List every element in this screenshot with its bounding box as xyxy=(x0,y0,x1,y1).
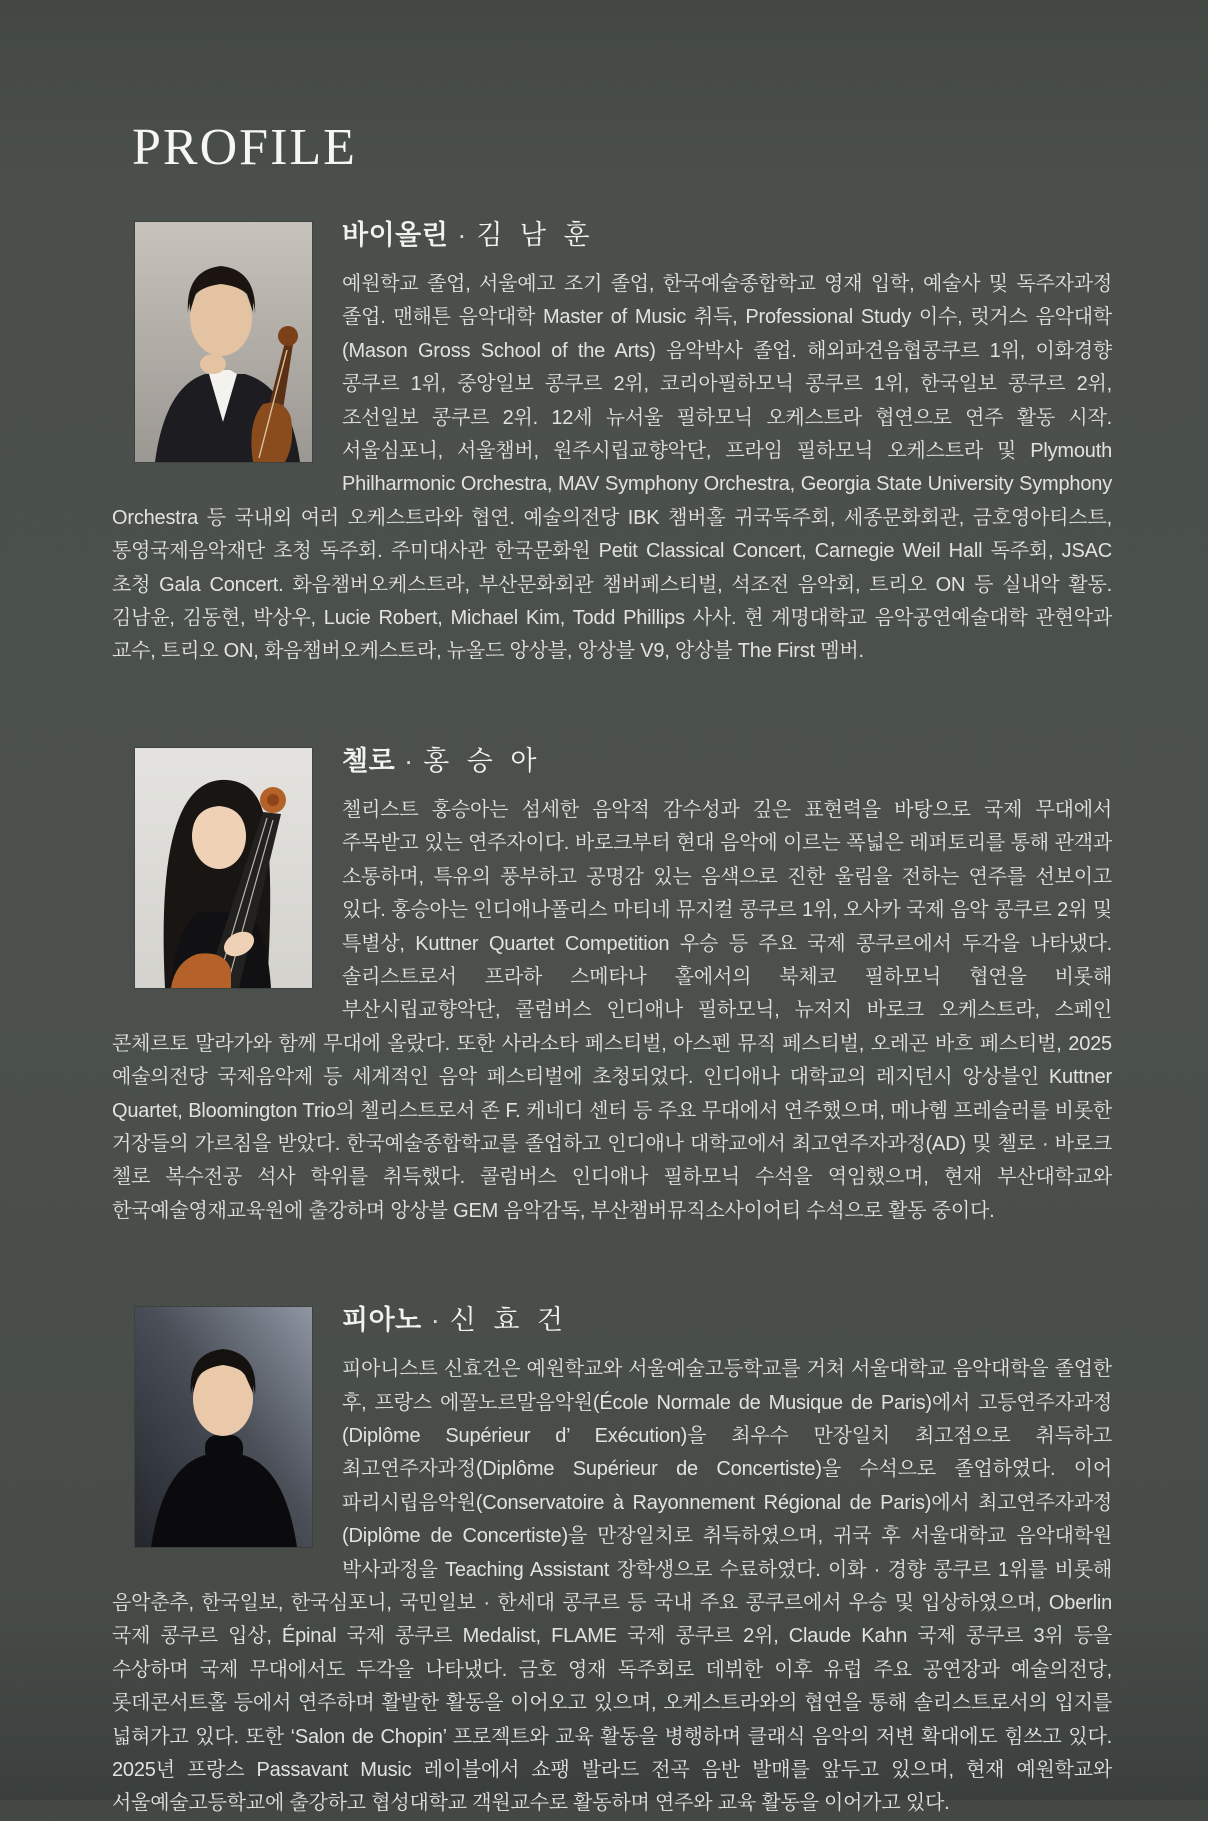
profile-section-cello xyxy=(112,745,1112,1228)
profile-section-violin xyxy=(112,219,1112,669)
instrument-label: 첼로 xyxy=(342,745,396,776)
bio-text-cello: 첼리스트 홍승아는 섬세한 음악적 감수성과 깊은 표현력을 바탕으로 국제 무대에서 주목받고 있는 연주자이다. 바로크부터 현대 음악에 이르는 폭넓은 레퍼토리를 통해 관객과 소통하며, 특유의 풍부하고 공명감 있는 음색으로 진한 울림을 전하는 연주를 선보이고 있다. 홍승아는 인디애나폴리스 마티네 뮤지컬 콩쿠르 1위, 오사카 국제 음악 콩쿠르 2위 및 특별상, Kuttner Quartet Competition 우승 등 주요 국제 콩쿠르에서 두각을 나타냈다. 솔리스트로서 프라하 스메타나 홀에서의 북체코 필하모닉 협연을 비롯해 부산시립교향악단, 콜럼버스 인디애나 필하모닉, 뉴저지 바로크 오케스트라, 스페인 콘체르토 말라가와 함께 무대에 올랐다. 또한 사라소타 페스티벌, 아스펜 뮤직 페스티벌, 오레곤 바흐 페스티벌, 2025 예술의전당 국제음악제 등 세계적인 음악 페스티벌에 초청되었다. 인디애나 대학교의 레지던시 앙상블인 Kuttner Quartet, Bloomington Trio의 첼리스트로서 존 F. 케네디 센터 등 주요 무대에서 연주했으며, 메나헴 프레슬러를 비롯한 거장들의 가르침을 받았다. 한국예술종합학교를 졸업하고 인디애나 대학교에서 최고연주자과정(AD) 및 첼로 · 바로크 첼로 복수전공 석사 학위를 취득했다. 콜럼버스 인디애나 필하모닉 수석을 역임했으며, 현재 부산대학교와 한국예술영재교육원에 출강하며 앙상블 GEM 음악감독, 부산챔버뮤직소사이어티 수석으로 활동 중이다. xyxy=(112,798,1112,1222)
profile-section-piano xyxy=(112,1304,1112,1821)
heading-separator-dot: · xyxy=(457,220,468,250)
cellist-photo xyxy=(135,748,312,988)
violinist-portrait-illustration xyxy=(135,222,312,462)
instrument-label: 바이올린 xyxy=(342,220,449,250)
musician-name: 홍 승 아 xyxy=(423,745,542,776)
musician-name: 김 남 훈 xyxy=(476,220,595,250)
page-title: PROFILE xyxy=(132,119,357,176)
musician-name: 신 효 건 xyxy=(449,1305,568,1336)
instrument-label: 피아노 xyxy=(342,1305,422,1336)
bio-text-violin: 예원학교 졸업, 서울예고 조기 졸업, 한국예술종합학교 영재 입학, 예술사 및 독주자과정 졸업. 맨해튼 음악대학 Master of Music 취득, Professional Study 이수, 럿거스 음악대학(Mason Gross School of the Arts) 음악박사 졸업. 해외파견음협콩쿠르 1위, 이화경향 콩쿠르 1위, 중앙일보 콩쿠르 2위, 코리아필하모닉 콩쿠르 1위, 한국일보 콩쿠르 2위, 조선일보 콩쿠르 2위. 12세 뉴서울 필하모닉 오케스트라 협연으로 연주 활동 시작. 서울심포니, 서울챔버, 원주시립교향악단, 프라임 필하모닉 오케스트라 및 Plymouth Philharmonic Orchestra, MAV Symphony Orchestra, Georgia State University Symphony Orchestra 등 국내외 여러 오케스트라와 협연. 예술의전당 IBK 챔버홀 귀국독주회, 세종문화회관, 금호영아티스트, 통영국제음악재단 초청 독주회. 주미대사관 한국문화원 Petit Classical Concert, Carnegie Weil Hall 독주회, JSAC 초청 Gala Concert. 화음챔버오케스트라, 부산문화회관 챔버페스티벌, 석조전 음악회, 트리오 ON 등 실내악 활동. 김남윤, 김동현, 박상우, Lucie Robert, Michael Kim, Todd Phillips 사사. 현 계명대학교 음악공연예술대학 관현악과 교수, 트리오 ON, 화음챔버오케스트라, 뉴올드 앙상블, 앙상블 V9, 앙상블 The First 멤버. xyxy=(112,273,1112,663)
violinist-photo xyxy=(135,222,312,462)
heading-separator-dot: · xyxy=(404,745,415,776)
cellist-portrait-illustration xyxy=(135,748,312,988)
pianist-photo xyxy=(135,1307,312,1547)
heading-separator-dot: · xyxy=(430,1305,441,1336)
bio-text-piano: 피아니스트 신효건은 예원학교와 서울예술고등학교를 거쳐 서울대학교 음악대학을 졸업한 후, 프랑스 에꼴노르말음악원(École Normale de Musique de Paris)에서 고등연주자과정(Diplôme Supérieur d’ Exécution)을 최우수 만장일치 최고점으로 취득하고 최고연주자과정(Diplôme Supérieur de Concertiste)을 수석으로 졸업하였다. 이어 파리시립음악원(Conservatoire à Rayonnement Régional de Paris)에서 최고연주자과정(Diplôme de Concertiste)을 만장일치로 취득하였으며, 귀국 후 서울대학교 음악대학원 박사과정을 Teaching Assistant 장학생으로 수료하였다. 이화 · 경향 콩쿠르 1위를 비롯해 음악춘추, 한국일보, 한국심포니, 국민일보 · 한세대 콩쿠르 등 국내 주요 콩쿠르에서 우승 및 입상하였으며, Oberlin 국제 콩쿠르 입상, Épinal 국제 콩쿠르 Medalist, FLAME 국제 콩쿠르 2위, Claude Kahn 국제 콩쿠르 3위 등을 수상하며 국제 무대에서도 두각을 나타냈다. 금호 영재 독주회로 데뷔한 이후 유럽 주요 공연장과 예술의전당, 롯데콘서트홀 등에서 연주하며 활발한 활동을 이어오고 있으며, 오케스트라와의 협연을 통해 솔리스트로서의 입지를 넓혀가고 있다. 또한 ‘Salon de Chopin’ 프로젝트와 교육 활동을 병행하며 클래식 음악의 저변 확대에도 힘쓰고 있다. 2025년 프랑스 Passavant Music 레이블에서 쇼팽 발라드 전곡 음반 발매를 앞두고 있으며, 현재 예원학교와 서울예술고등학교에 출강하고 협성대학교 객원교수로 활동하며 연주와 교육 활동을 이어가고 있다. xyxy=(112,1358,1112,1815)
pianist-portrait-illustration xyxy=(135,1307,312,1547)
